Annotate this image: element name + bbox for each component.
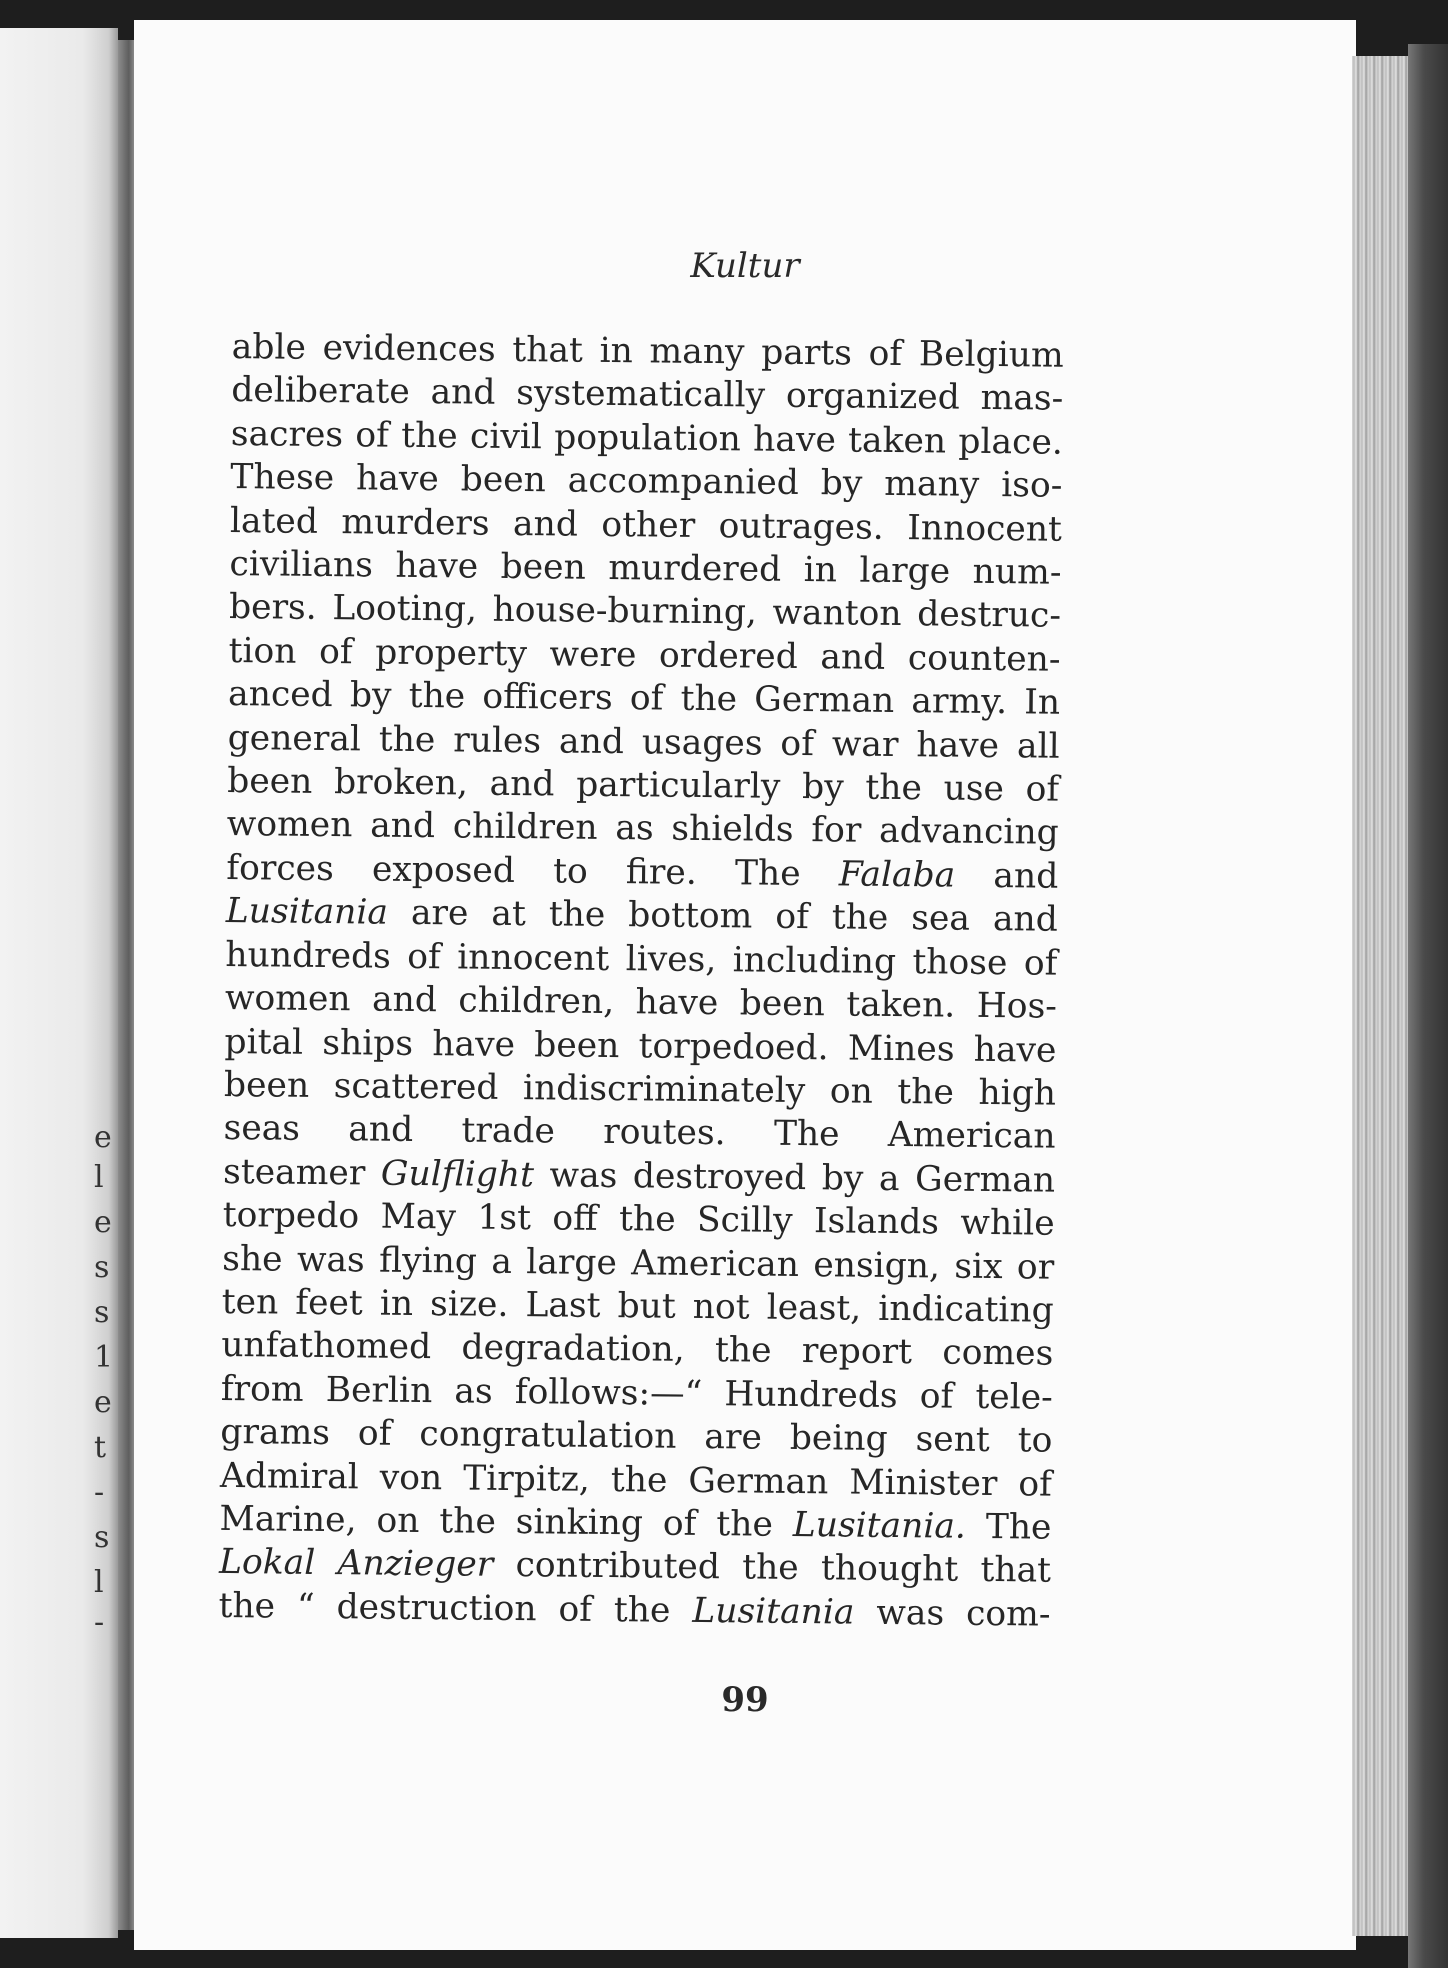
text-line: [218, 1585, 1050, 1637]
text-run: torpedo May 1st off the Scilly Islands while: [222, 1195, 1055, 1244]
facing-page-char: s: [94, 1520, 110, 1555]
text-run: pital ships have been torpedoed. Mines have: [224, 1021, 1057, 1071]
facing-page-char: e: [94, 1120, 112, 1155]
text-run: grams of congratulation are being sent to: [220, 1412, 1053, 1461]
text-run: bers. Looting, house-burning, wanton destruc-: [228, 587, 1062, 637]
facing-page-fragments: [0, 0, 118, 1968]
facing-page-char: s: [94, 1295, 110, 1330]
facing-page-char: e: [94, 1205, 112, 1240]
text-run: been scattered indiscriminately on the high: [223, 1064, 1057, 1114]
page-number: 99: [721, 1680, 769, 1720]
text-run: sacres of the civil population have taken place.: [230, 413, 1064, 463]
italic-run: Gulflight: [380, 1153, 535, 1195]
text-run: ten feet in size. Last but not least, indicating: [221, 1281, 1054, 1331]
running-head: Kultur: [690, 246, 800, 286]
text-run: the “ destruction of the: [218, 1585, 693, 1631]
text-run: deliberate and systematically organized mas-: [231, 370, 1064, 420]
text-run: contributed the thought that: [493, 1545, 1052, 1592]
facing-page-char: -: [94, 1475, 105, 1510]
facing-page-char: t: [94, 1430, 107, 1465]
book-cover-edge: [1408, 44, 1448, 1968]
facing-page-char: s: [94, 1250, 110, 1285]
text-run: was com-: [854, 1592, 1051, 1635]
text-run: hundreds of innocent lives, including those of: [225, 934, 1058, 984]
italic-run: Falaba: [838, 854, 956, 896]
text-run: anced by the officers of the German army. In: [227, 674, 1061, 723]
facing-page-char: 1: [94, 1340, 114, 1375]
italic-run: Lusitania: [225, 891, 389, 933]
facing-page-char: l: [94, 1160, 104, 1195]
facing-page-char: e: [94, 1385, 112, 1420]
text-run: lated murders and other outrages. Innocent: [229, 500, 1063, 550]
italic-run: Lokal Anzieger: [218, 1542, 494, 1586]
text-run: Marine, on the sinking of the: [219, 1498, 794, 1545]
text-run: general the rules and usages of war have all: [227, 717, 1060, 767]
text-run: civilians have been murdered in large num-: [229, 544, 1062, 593]
text-run: she was flying a large American ensign, six or: [222, 1238, 1055, 1288]
text-run: tion of property were ordered and counten-: [228, 630, 1061, 680]
facing-page-char: l: [94, 1565, 104, 1600]
text-run: seas and trade routes. The American: [223, 1108, 1056, 1157]
text-run: been broken, and particularly by the use of: [227, 761, 1060, 810]
italic-run: Lusitania: [692, 1590, 855, 1633]
text-run: women and children as shields for advancing: [226, 804, 1059, 854]
text-run: unfathomed degradation, the report comes: [221, 1325, 1054, 1374]
body-text: [218, 326, 1064, 1637]
text-run: was destroyed by a German: [533, 1154, 1056, 1201]
italic-run: Lusitania.: [792, 1504, 967, 1547]
text-run: The: [965, 1506, 1052, 1548]
page-edges: [1352, 56, 1410, 1936]
text-run: These have been accompanied by many iso-: [230, 457, 1063, 506]
text-run: forces exposed to fire. The: [226, 847, 840, 895]
text-run: are at the bottom of the sea and: [387, 892, 1059, 940]
text-run: steamer: [222, 1151, 382, 1194]
facing-page-char: -: [94, 1605, 105, 1640]
text-run: and: [955, 855, 1059, 897]
text-run: women and children, have been taken. Hos-: [224, 978, 1058, 1027]
text-run: from Berlin as follows:—“ Hundreds of tele-: [220, 1368, 1054, 1418]
text-run: Admiral von Tirpitz, the German Minister of: [219, 1455, 1053, 1505]
text-run: able evidences that in many parts of Belgium: [231, 326, 1064, 376]
